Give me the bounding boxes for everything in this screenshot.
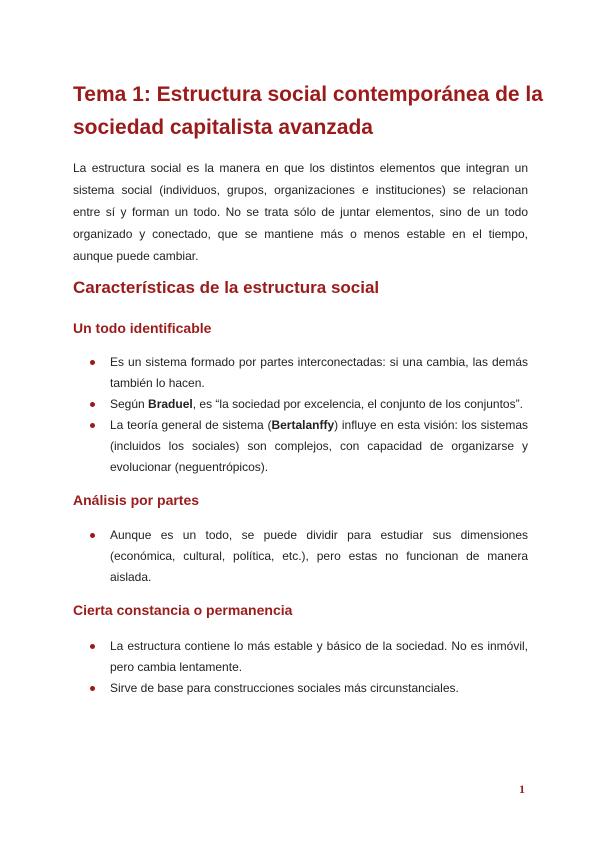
author-name-braduel: Braduel [148,397,193,411]
list-item [73,352,528,394]
bullet-icon [90,644,95,649]
list-item-text: Aunque es un todo, se puede dividir para estudiar sus dimensiones (económica, cultural, política, etc.), pero estas no funcionan de manera aislada. [110,528,528,584]
list-item-text: Es un sistema formado por partes interconectadas: si una cambia, las demás también lo hacen. [110,355,528,390]
list-item-text-before: Según [110,397,149,411]
bullet-icon [90,686,95,691]
bullet-list-analisis-por-partes [73,525,528,588]
list-item [73,415,528,478]
list-item-text-after: ) influye en esta visión: los sistemas (incluidos los sociales) son complejos, con capacidad de organizarse y evolucionar (neguentrópicos). [110,418,528,474]
subsection-heading-cierta-constancia: Cierta constancia o permanencia [73,602,293,618]
list-item [73,636,528,678]
bullet-list-cierta-constancia [73,636,528,699]
page-title: Tema 1: Estructura social contemporánea de la sociedad capitalista avanzada [73,83,543,139]
page-number: 1 [519,782,525,796]
author-name-bertalanffy: Bertalanffy [271,418,335,432]
intro-paragraph: La estructura social es la manera en que los distintos elementos que integran un sistema social (individuos, grupos, organizaciones e instituciones) se relacionan entre sí y forman un todo. No se trata sólo de juntar elementos, sino de un todo organizado y conectado, que se mantiene más o menos estable en el tiempo, aunque puede cambiar. [73,161,528,263]
subsection-heading-todo-identificable: Un todo identificable [73,320,212,336]
bullet-icon [90,402,95,407]
bullet-icon [90,360,95,365]
list-item [73,678,528,699]
list-item-text: La estructura contiene lo más estable y básico de la sociedad. No es inmóvil, pero cambia lentamente. [110,639,528,674]
list-item [73,394,528,415]
subsection-heading-analisis-por-partes: Análisis por partes [73,492,200,508]
list-item-text-after: , es “la sociedad por excelencia, el conjunto de los conjuntos”. [192,397,523,411]
list-item-text-before: La teoría general de sistema ( [110,418,272,432]
bullet-icon [90,533,95,538]
section-heading: Características de la estructura social [73,278,380,297]
bullet-list-todo-identificable [73,352,528,478]
list-item [73,525,528,588]
bullet-icon [90,423,95,428]
list-item-text: Sirve de base para construcciones sociales más circunstanciales. [110,681,459,695]
